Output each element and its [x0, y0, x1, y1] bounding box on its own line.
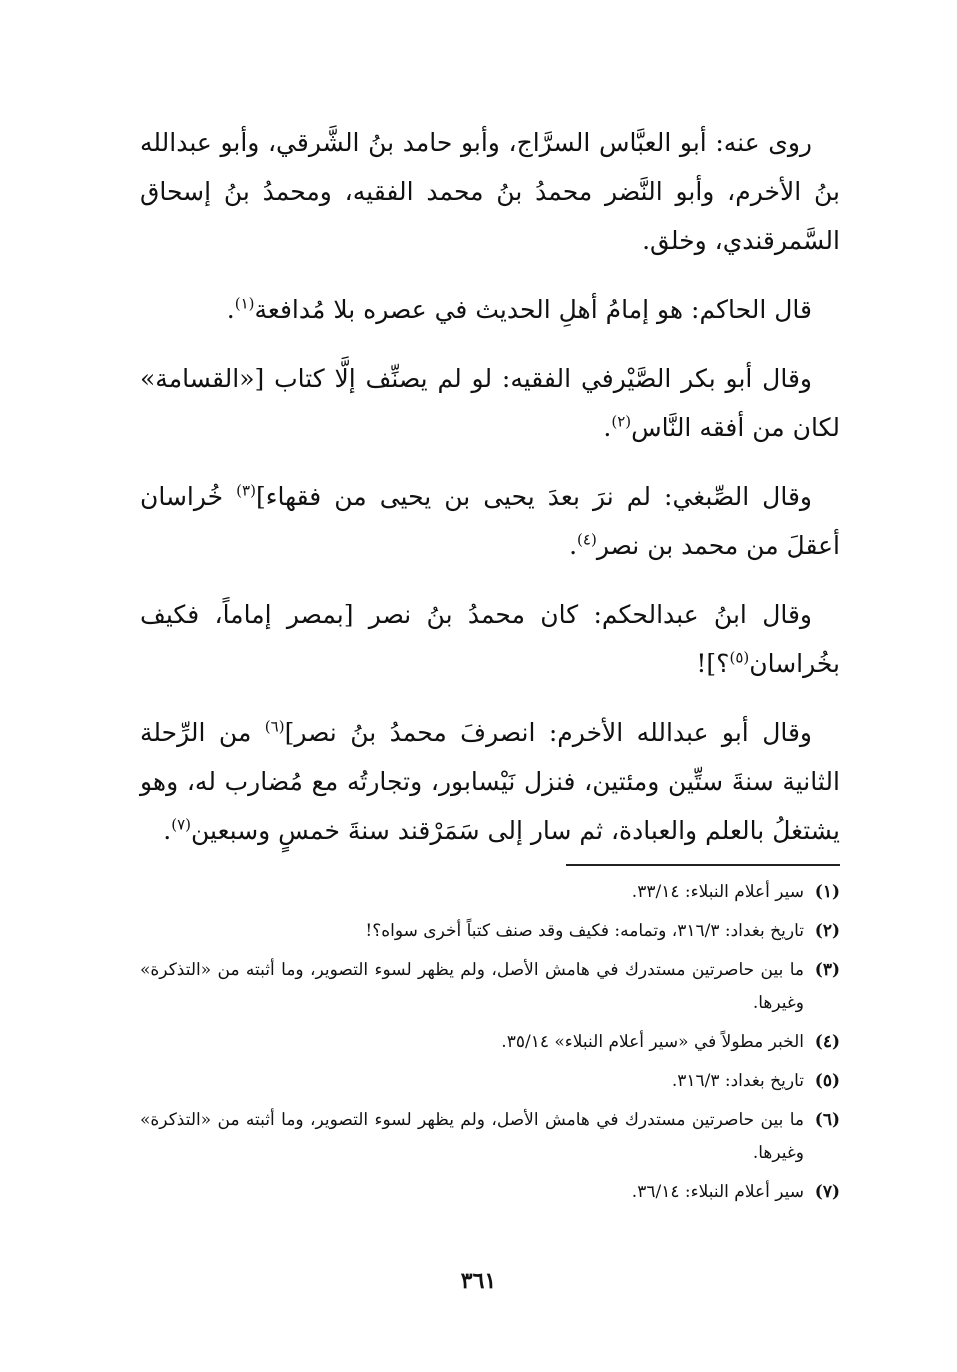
footnote-5	[140, 1065, 840, 1098]
paragraph-text: ؟]!	[696, 649, 730, 678]
paragraph-narrators	[140, 118, 840, 265]
paragraph-text: وقال أبو عبدالله الأخرم: انصرفَ محمدُ بنُ نصر]	[284, 718, 812, 747]
footnote-marker: (٧)	[171, 815, 192, 834]
paragraph-akhram	[140, 708, 840, 855]
paragraph-hakim	[140, 285, 840, 334]
footnote-number: (٥)	[814, 1071, 840, 1091]
footnote-marker: (٢)	[611, 412, 632, 431]
footnote-1	[140, 876, 840, 909]
footnote-7	[140, 1176, 840, 1209]
paragraph-text: قال الحاكم: هو إمامُ أهلِ الحديث في عصره بلا مُدافعة	[254, 295, 812, 324]
paragraph-text: .	[163, 816, 172, 845]
footnote-text: سير أعلام النبلاء: ٣٣/١٤.	[631, 882, 804, 902]
footnote-number: (٦)	[814, 1110, 840, 1130]
footnote-2	[140, 915, 840, 948]
page-number: ٣٦١	[460, 1268, 497, 1294]
paragraph-ibn-abdalhakam	[140, 590, 840, 688]
footnote-marker: (٣)	[236, 481, 256, 500]
footnote-4	[140, 1026, 840, 1059]
footnote-number: (٢)	[814, 921, 840, 941]
paragraph-text: خُراسان أعقلَ من محمد بن نصر	[140, 482, 840, 560]
footnotes	[140, 876, 840, 1215]
paragraph-text: .	[226, 295, 235, 324]
footnote-text: تاريخ بغداد: ٣١٦/٣.	[671, 1071, 804, 1091]
paragraph-sayrafi	[140, 354, 840, 452]
paragraph-text: .	[603, 413, 612, 442]
footnote-marker: (٥)	[729, 648, 750, 667]
paragraph-text: من الرِّحلة الثانية سنةَ ستِّين ومئتين، فنزل نَيْسابور، وتجارتُه مع مُضارب له، وهو يشتغلُ بالعلم والعبادة، ثم سار إلى سَمَرْقند سنةَ خمسٍ وسبعين	[140, 718, 840, 845]
footnote-text: سير أعلام النبلاء: ٣٦/١٤.	[631, 1182, 804, 1202]
footnote-number: (٧)	[814, 1182, 840, 1202]
paragraph-text: وقال ابنُ عبدالحكم: كان محمدُ بنُ نصر [بمصر إماماً، فكيف بخُراسان	[140, 600, 840, 678]
footnote-marker: (٦)	[264, 717, 285, 736]
footnote-marker: (١)	[234, 294, 255, 313]
main-text	[140, 118, 840, 875]
paragraph-text: وقال الصِّبغي: لم نرَ بعدَ يحيى بن يحيى من فقهاء]	[255, 482, 812, 511]
paragraph-sibghi	[140, 472, 840, 570]
paragraph-text: روى عنه: أبو العبَّاس السرَّاج، وأبو حامد بنُ الشَّرقي، وأبو عبدالله بنُ الأخرم، وأبو النَّضر محمدُ بنُ محمد الفقيه، ومحمدُ بنُ إسحاق السَّمرقندي، وخلق.	[140, 128, 840, 255]
footnote-6	[140, 1104, 840, 1170]
footnote-separator	[566, 864, 840, 866]
footnote-number: (١)	[814, 882, 840, 902]
footnote-text: ما بين حاصرتين مستدرك في هامش الأصل، ولم يظهر لسوء التصوير، وما أثبته من «التذكرة» وغيرها.	[140, 960, 804, 1013]
footnote-3	[140, 954, 840, 1020]
footnote-number: (٣)	[814, 960, 840, 980]
footnote-number: (٤)	[814, 1032, 840, 1052]
footnote-marker: (٤)	[577, 530, 597, 549]
footnote-text: تاريخ بغداد: ٣١٦/٣، وتمامه: فكيف وقد صنف كتباً أخرى سواه؟!	[365, 921, 804, 941]
footnote-text: الخبر مطولاً في «سير أعلام النبلاء» ٣٥/١٤.	[501, 1032, 804, 1052]
footnote-text: ما بين حاصرتين مستدرك في هامش الأصل، ولم يظهر لسوء التصوير، وما أثبته من «التذكرة» وغيرها.	[140, 1110, 804, 1163]
paragraph-text: .	[569, 531, 578, 560]
paragraph-text: وقال أبو بكر الصَّيْرفي الفقيه: لو لم يصنِّف إلَّا كتاب [«القسامة» لكان من أفقه النَّاس	[140, 364, 840, 442]
